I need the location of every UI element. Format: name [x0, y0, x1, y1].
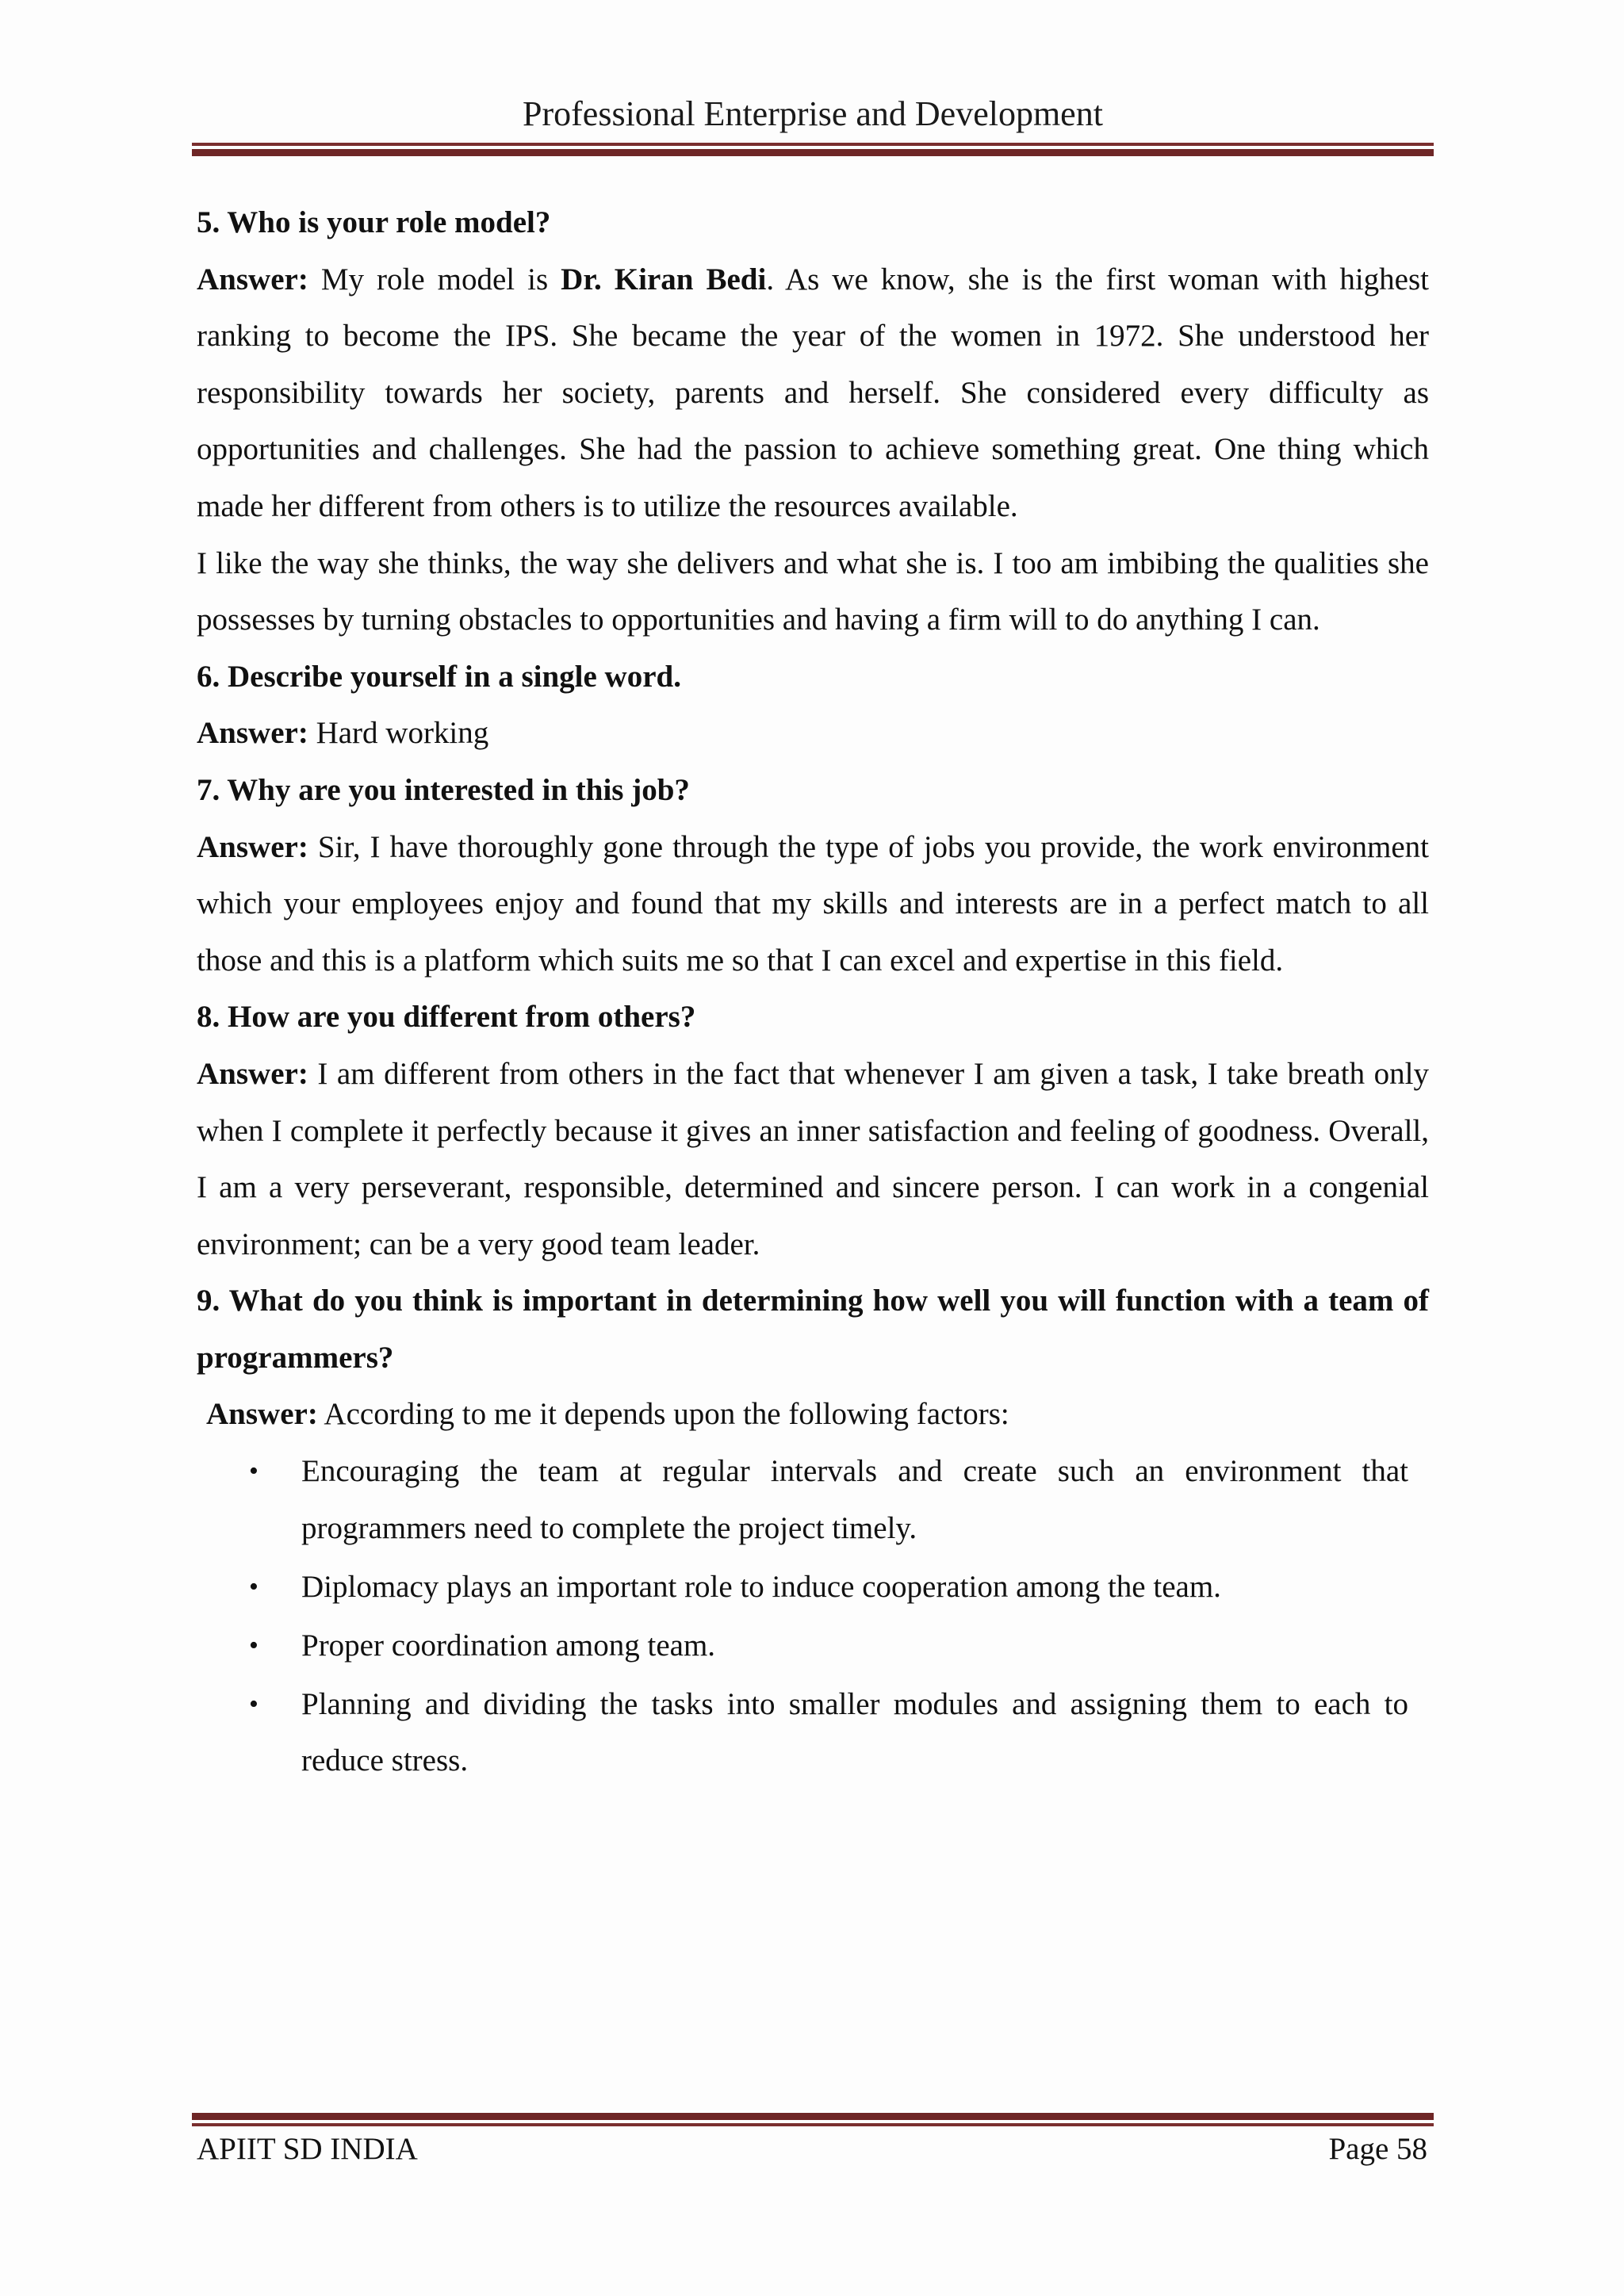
list-item-text: Planning and dividing the tasks into smaller modules and assigning them to each to reduce stress.: [301, 1686, 1408, 1778]
answer-label: Answer:: [197, 829, 308, 864]
bullet-icon: •: [249, 1456, 259, 1487]
list-item-text: Encouraging the team at regular intervals and create such an environment that programmers need to complete the project timely.: [301, 1454, 1408, 1545]
answer-5-text-post: . As we know, she is the first woman with highest ranking to become the IPS. She became the year of the women in 1972. She understood her responsibility towards her society, parents and herself. She considered every difficulty as opportunities and challenges. She had the passion to achieve something great. One thing which made her different from others is to utilize the resources available.: [197, 262, 1429, 523]
answer-label: Answer:: [197, 262, 308, 297]
answer-8: [197, 1046, 1429, 1272]
answer-5-paragraph-2: I like the way she thinks, the way she delivers and what she is. I too am imbibing the qualities she possesses by turning obstacles to opportunities and having a firm will to do anything I can.: [197, 545, 1429, 637]
answer-8-text: I am different from others in the fact that whenever I am given a task, I take breath only when I complete it perfectly because it gives an inner satisfaction and feeling of goodness. Overall, I am a very perseverant, responsible, determined and sincere person. I can work in a congenial environment; can be a very good team leader.: [197, 1056, 1429, 1261]
question-6: 6. Describe yourself in a single word.: [197, 659, 681, 694]
question-9: 9. What do you think is important in determining how well you will function with a team of programmers?: [197, 1284, 1429, 1375]
list-item: [197, 1559, 1429, 1616]
list-item: [197, 1617, 1429, 1674]
bullet-icon: •: [249, 1571, 259, 1601]
footer-divider: [192, 2113, 1434, 2126]
list-item-text: Diplomacy plays an important role to induce cooperation among the team.: [301, 1569, 1221, 1604]
answer-9-text: According to me it depends upon the following factors:: [317, 1397, 1009, 1432]
answer-6: [197, 705, 1429, 762]
question-8: 8. How are you different from others?: [197, 1000, 696, 1035]
list-item: [197, 1676, 1429, 1789]
question-5: 5. Who is your role model?: [197, 205, 551, 239]
role-model-name: Dr. Kiran Bedi: [561, 262, 767, 297]
answer-label: Answer:: [197, 716, 308, 751]
answer-6-text: Hard working: [308, 716, 489, 751]
answer-7: [197, 819, 1429, 989]
answer-9: [197, 1386, 1429, 1443]
bullet-icon: •: [249, 1689, 259, 1719]
page-header-title: Professional Enterprise and Development: [523, 94, 1103, 133]
bullet-icon: •: [249, 1630, 259, 1660]
answer-7-text: Sir, I have thoroughly gone through the type of jobs you provide, the work environment which your employees enjoy and found that my skills and interests are in a perfect match to all those and this is a platform which suits me so that I can excel and expertise in this field.: [197, 829, 1429, 978]
list-item-text: Proper coordination among team.: [301, 1628, 716, 1663]
footer-organization: APIIT SD INDIA: [197, 2132, 418, 2166]
answer-label: Answer:: [197, 1056, 308, 1091]
list-item: [197, 1443, 1429, 1556]
answer-5-text-pre: My role model is: [308, 262, 561, 297]
answer-label: Answer:: [206, 1397, 318, 1432]
factors-list: [197, 1443, 1429, 1789]
header-divider: [192, 143, 1434, 156]
answer-5: [197, 251, 1429, 535]
page-number: Page 58: [1328, 2132, 1427, 2166]
document-body: [197, 194, 1429, 1791]
question-7: 7. Why are you interested in this job?: [197, 772, 690, 807]
